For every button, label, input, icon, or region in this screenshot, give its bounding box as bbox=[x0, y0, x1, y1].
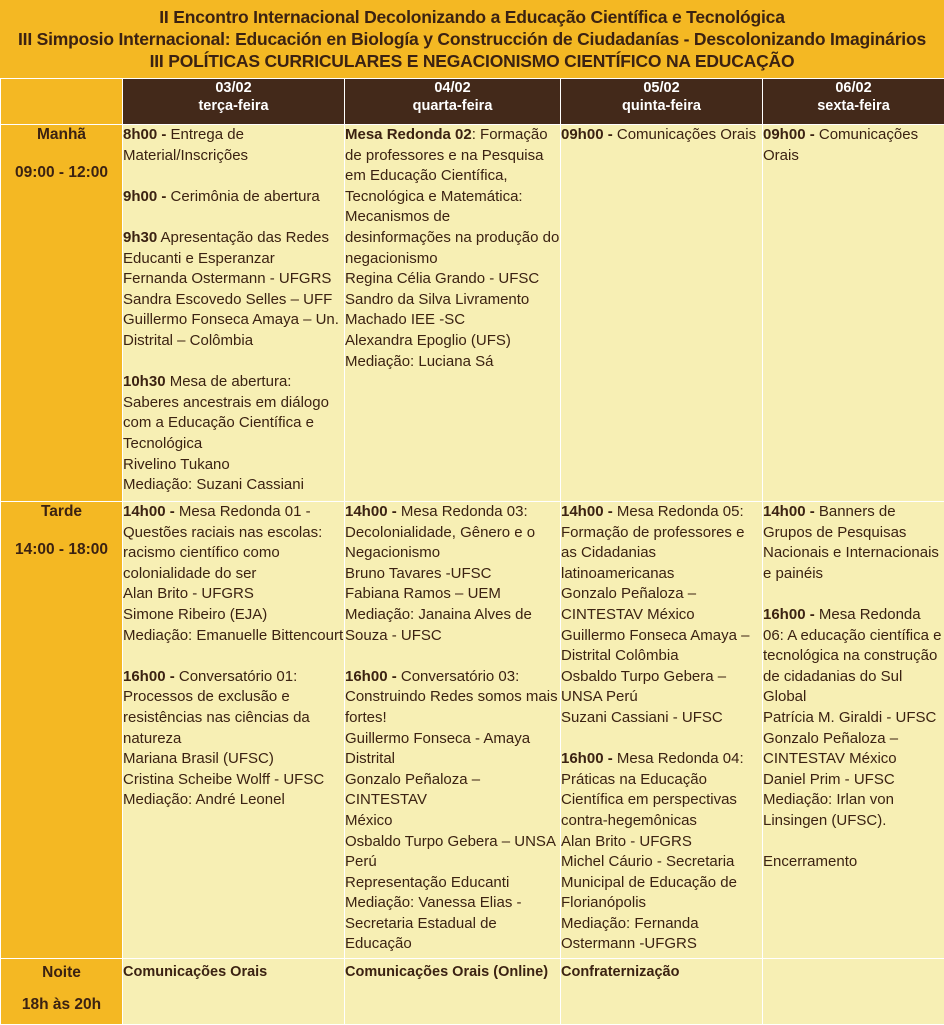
morning-cell-friday bbox=[763, 125, 944, 502]
session-block bbox=[345, 502, 560, 646]
corner-cell bbox=[1, 79, 123, 125]
period-night bbox=[1, 959, 123, 1025]
session-block bbox=[763, 502, 944, 584]
session-time: 16h00 - bbox=[345, 668, 397, 685]
day-header-wednesday bbox=[345, 79, 561, 125]
session-text: Cerimônia de abertura bbox=[166, 188, 319, 205]
period-morning bbox=[1, 125, 123, 502]
session-time: 9h00 - bbox=[123, 188, 166, 205]
session-text: : Formação de professores e na Pesquisa em Educação Científica, Tecnológica e Matemática: Mecanismos de desinformações na produção do negacionismo Regina Célia Grando - UFSC Sandro da Silva Livramento Machado IEE -SC Alexandra Epoglio (UFS) Mediação: Luciana Sá bbox=[345, 126, 559, 370]
event-title-line-1: II Encontro Internacional Decolonizando a Educação Científica e Tecnológica bbox=[0, 6, 944, 28]
session-time: 16h00 - bbox=[561, 750, 613, 767]
day-header-row bbox=[1, 79, 944, 125]
session-time: 16h00 - bbox=[123, 668, 175, 685]
day-weekday: quinta-feira bbox=[561, 97, 762, 115]
session-text: Mesa de abertura: Saberes ancestrais em diálogo com a Educação Científica e Tecnológica Rivelino Tukano Mediação: Suzani Cassiani bbox=[123, 373, 329, 493]
session-time: 10h30 bbox=[123, 373, 166, 390]
session-block bbox=[123, 228, 344, 352]
session-block bbox=[123, 372, 344, 496]
night-cell-wednesday: Comunicações Orais (Online) bbox=[345, 959, 561, 1025]
afternoon-cell-wednesday bbox=[345, 502, 561, 959]
night-cell-friday bbox=[763, 959, 944, 1025]
session-text: Comunicações Orais bbox=[613, 126, 756, 143]
session-block bbox=[345, 125, 560, 372]
afternoon-cell-friday bbox=[763, 502, 944, 959]
afternoon-cell-tuesday bbox=[123, 502, 345, 959]
session-time: Mesa Redonda 02 bbox=[345, 126, 472, 143]
day-date: 04/02 bbox=[345, 79, 560, 97]
event-title-line-3: III POLÍTICAS CURRICULARES E NEGACIONISMO CIENTÍFICO NA EDUCAÇÃO bbox=[0, 50, 944, 72]
session-time: 09h00 - bbox=[763, 126, 815, 143]
day-header-thursday bbox=[561, 79, 763, 125]
session-text: Mesa Redonda 05: Formação de professores e as Cidadanias latinoamericanas Gonzalo Peñaloza – CINTESTAV México Guillermo Fonseca Amaya – Distrital Colômbia Osbaldo Turpo Gebera – UNSA Perú Suzani Cassiani - UFSC bbox=[561, 503, 749, 726]
schedule-table bbox=[0, 78, 944, 1025]
day-date: 03/02 bbox=[123, 79, 344, 97]
period-time: 14:00 - 18:00 bbox=[1, 540, 122, 560]
session-text: Entrega de Material/Inscrições bbox=[123, 126, 248, 164]
session-block bbox=[123, 667, 344, 811]
event-title-line-2: III Simposio Internacional: Educación en Biología y Construcción de Ciudadanías - Descolonizando Imaginários bbox=[0, 28, 944, 50]
session-block bbox=[561, 125, 762, 146]
session-block bbox=[763, 125, 944, 166]
session-block bbox=[763, 852, 944, 873]
period-time: 09:00 - 12:00 bbox=[1, 163, 122, 183]
session-block bbox=[123, 187, 344, 208]
period-time: 18h às 20h bbox=[1, 995, 122, 1015]
day-header-friday bbox=[763, 79, 944, 125]
day-weekday: quarta-feira bbox=[345, 97, 560, 115]
session-block bbox=[123, 502, 344, 646]
session-time: 14h00 - bbox=[345, 503, 397, 520]
night-row bbox=[1, 959, 944, 1025]
session-text: Mesa Redonda 06: A educação científica e tecnológica na construção de cidadanias do Sul Global Patrícia M. Giraldi - UFSC Gonzalo Peñaloza – CINTESTAV México Daniel Prim - UFSC Mediação: Irlan von Linsingen (UFSC). bbox=[763, 606, 941, 829]
day-date: 05/02 bbox=[561, 79, 762, 97]
afternoon-row bbox=[1, 502, 944, 959]
morning-cell-tuesday bbox=[123, 125, 345, 502]
day-header-tuesday bbox=[123, 79, 345, 125]
session-time: 14h00 - bbox=[123, 503, 175, 520]
period-name: Tarde bbox=[1, 502, 122, 522]
day-weekday: terça-feira bbox=[123, 97, 344, 115]
day-date: 06/02 bbox=[763, 79, 944, 97]
event-header bbox=[0, 0, 944, 78]
night-cell-tuesday: Comunicações Orais bbox=[123, 959, 345, 1025]
day-weekday: sexta-feira bbox=[763, 97, 944, 115]
session-text: Comunicações Orais bbox=[763, 126, 918, 164]
night-cell-thursday: Confraternização bbox=[561, 959, 763, 1025]
morning-row bbox=[1, 125, 944, 502]
session-text: Mesa Redonda 03: Decolonialidade, Gênero e o Negacionismo Bruno Tavares -UFSC Fabiana Ramos – UEM Mediação: Janaina Alves de Souza - UFSC bbox=[345, 503, 535, 644]
session-time: 09h00 - bbox=[561, 126, 613, 143]
session-block bbox=[123, 125, 344, 166]
period-afternoon bbox=[1, 502, 123, 959]
session-text: Banners de Grupos de Pesquisas Nacionais e Internacionais e painéis bbox=[763, 503, 939, 582]
session-time: 8h00 - bbox=[123, 126, 166, 143]
afternoon-cell-thursday bbox=[561, 502, 763, 959]
session-block bbox=[763, 605, 944, 832]
session-time: 14h00 - bbox=[763, 503, 815, 520]
session-block bbox=[561, 502, 762, 729]
session-text: Mesa Redonda 04: Práticas na Educação Científica em perspectivas contra-hegemônicas Alan Brito - UFGRS Michel Cáurio - Secretaria Municipal de Educação de Florianópolis Mediação: Fernanda Ostermann -UFGRS bbox=[561, 750, 744, 952]
morning-cell-wednesday bbox=[345, 125, 561, 502]
session-time: 14h00 - bbox=[561, 503, 613, 520]
session-text: Encerramento bbox=[763, 853, 857, 870]
session-block bbox=[561, 749, 762, 955]
period-name: Manhã bbox=[1, 125, 122, 145]
morning-cell-thursday bbox=[561, 125, 763, 502]
session-time: 16h00 - bbox=[763, 606, 815, 623]
session-block bbox=[345, 667, 560, 955]
session-text: Apresentação das Redes Educanti e Esperanzar Fernanda Ostermann - UFGRS Sandra Escovedo Selles – UFF Guillermo Fonseca Amaya – Un. Distrital – Colômbia bbox=[123, 229, 339, 349]
period-name: Noite bbox=[1, 963, 122, 983]
session-time: 9h30 bbox=[123, 229, 157, 246]
session-text: Conversatório 03: Construindo Redes somos mais fortes! Guillermo Fonseca - Amaya Distrital Gonzalo Peñaloza – CINTESTAV México Osbaldo Turpo Gebera – UNSA Perú Representação Educanti Mediação: Vanessa Elias - Secretaria Estadual de Educação bbox=[345, 668, 558, 953]
session-text: Mesa Redonda 01 - Questões raciais nas escolas: racismo científico como colonialidade do ser Alan Brito - UFGRS Simone Ribeiro (EJA) Mediação: Emanuelle Bittencourt bbox=[123, 503, 343, 644]
session-text: Conversatório 01: Processos de exclusão e resistências nas ciências da natureza Mariana Brasil (UFSC) Cristina Scheibe Wolff - UFSC Mediação: André Leonel bbox=[123, 668, 324, 809]
